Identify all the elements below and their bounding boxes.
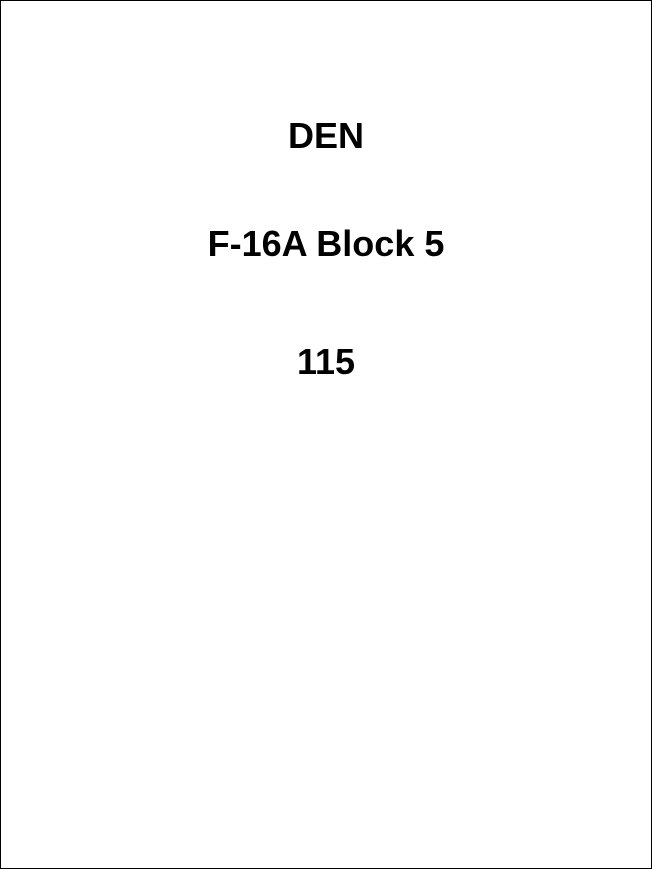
aircraft-model: F-16A Block 5 [207, 223, 445, 264]
country-code: DEN [287, 115, 364, 156]
serial-number: 115 [296, 341, 356, 382]
